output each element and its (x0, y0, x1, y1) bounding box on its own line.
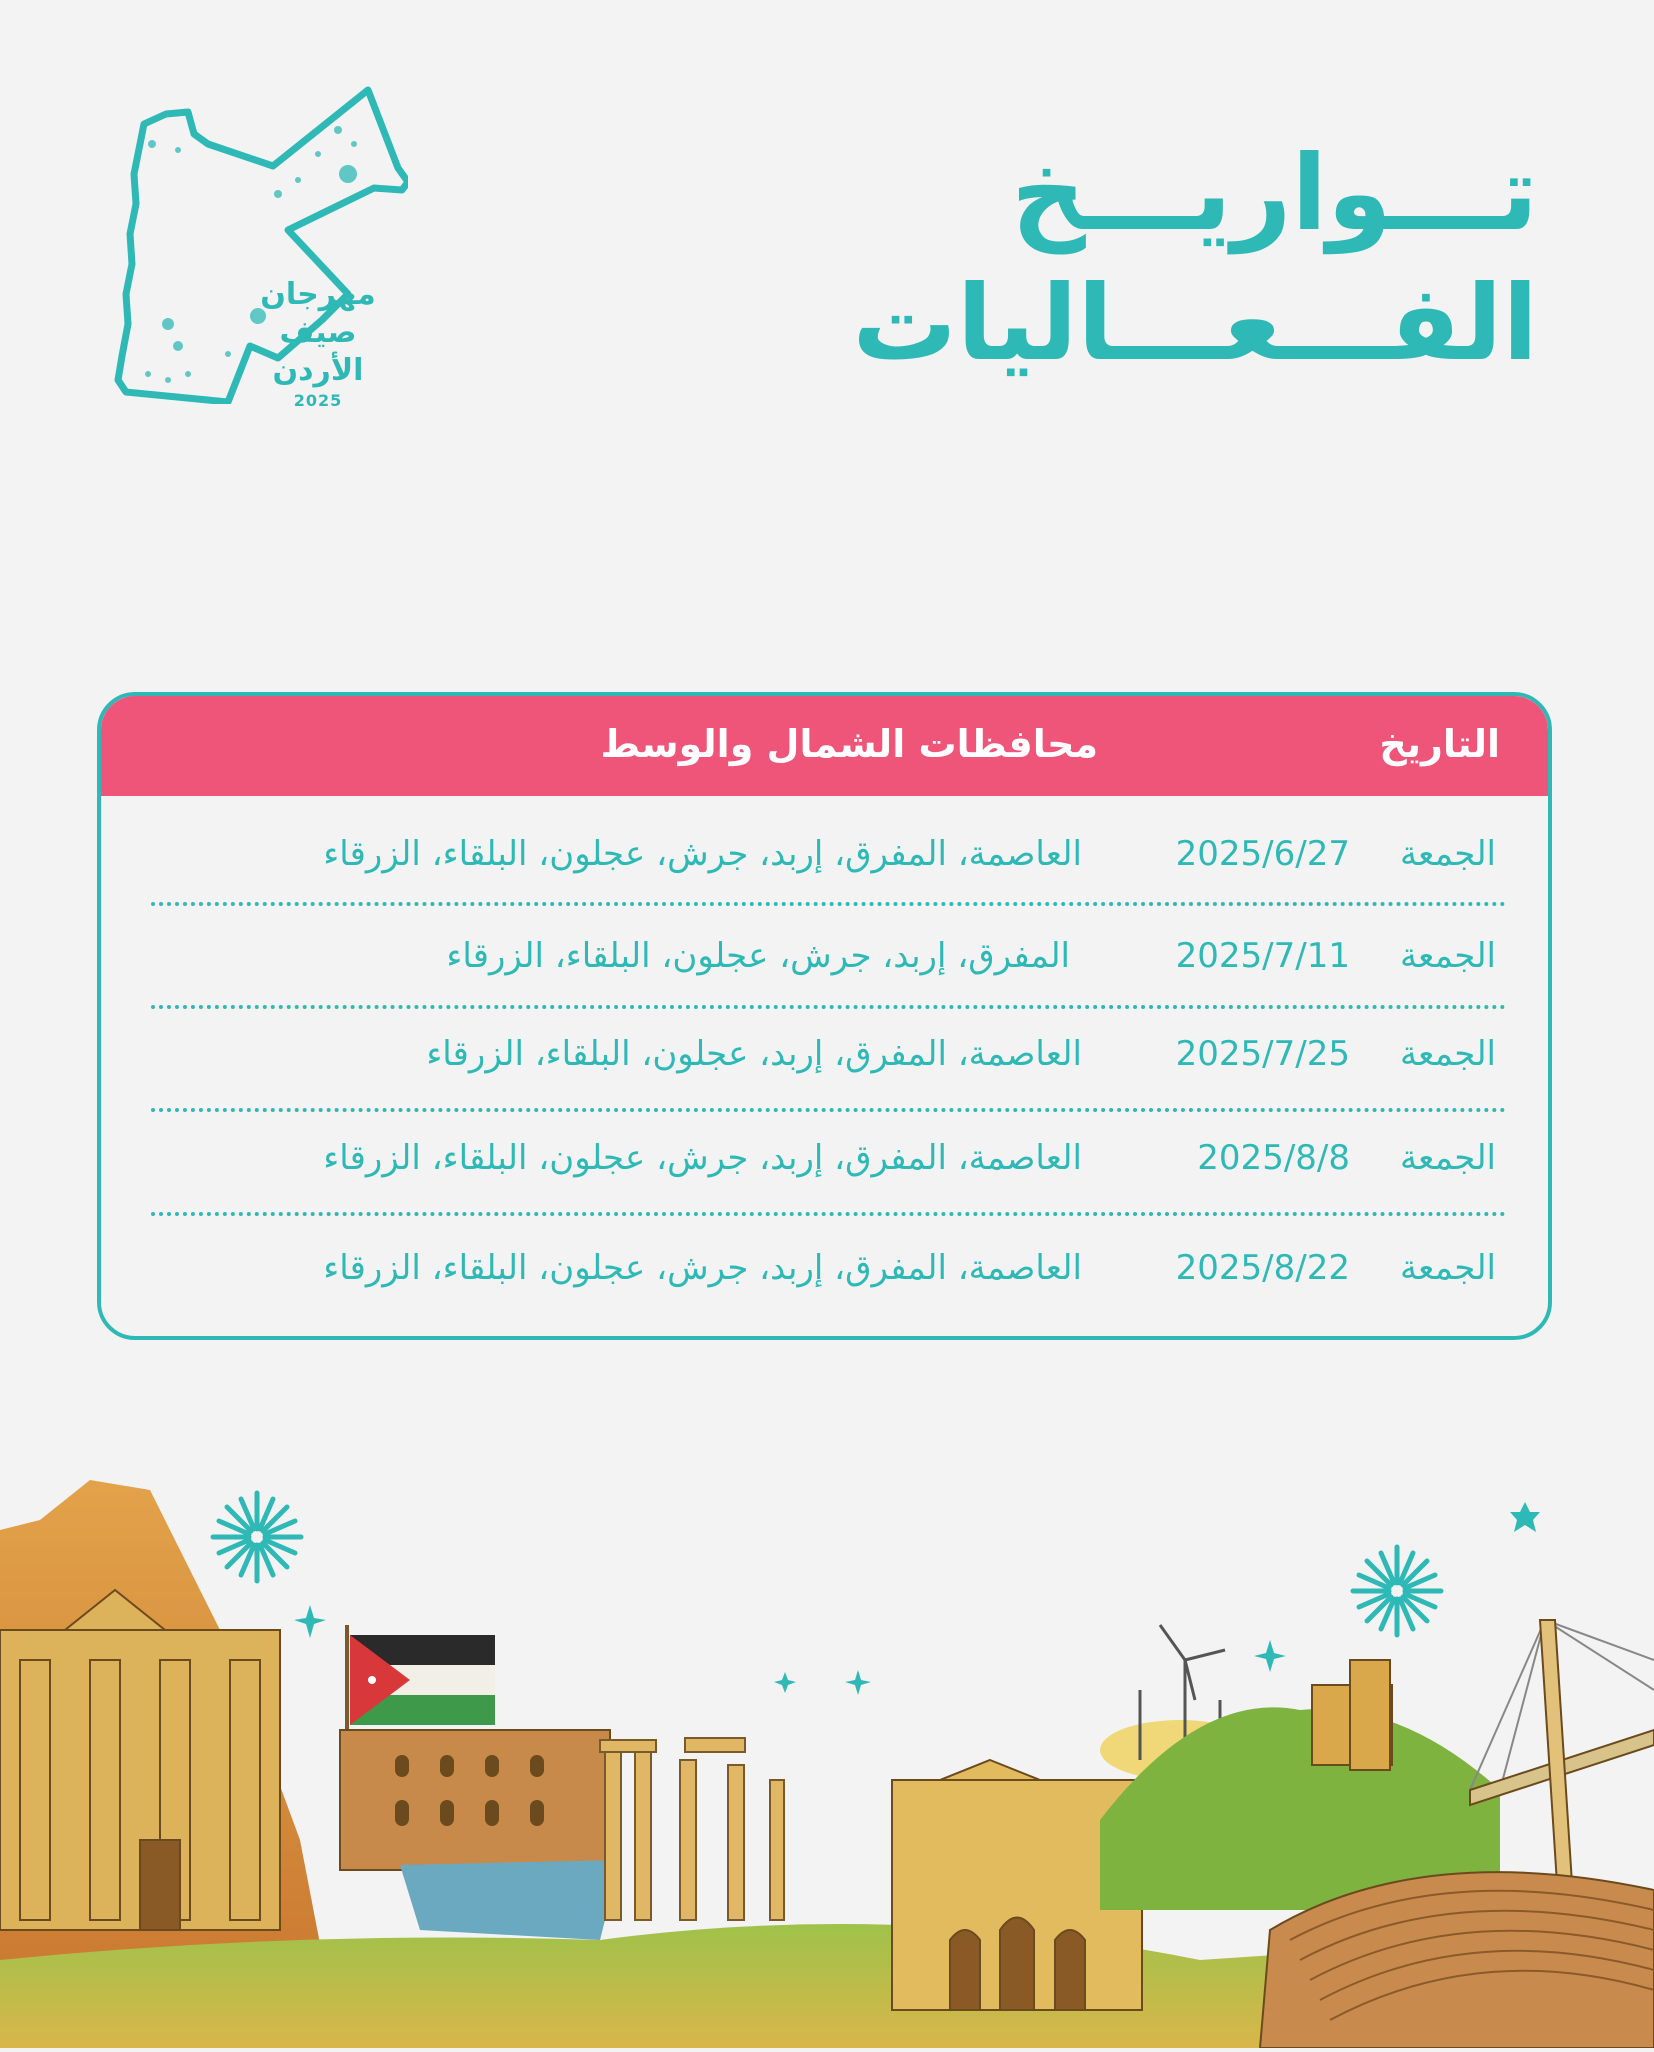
table-row (101, 1218, 1548, 1318)
header-governorates: محافظات الشمال والوسط (600, 722, 1098, 766)
table-row (101, 1004, 1548, 1104)
logo-year: 2025 (293, 391, 343, 410)
row-governorates: العاصمة، المفرق، إربد، جرش، عجلون، البلقاء، الزرقاء (323, 1248, 1082, 1288)
row-governorates: المفرق، إربد، جرش، عجلون، البلقاء، الزرقاء (446, 936, 1070, 976)
row-governorates: العاصمة، المفرق، إربد، جرش، عجلون، البلقاء، الزرقاء (323, 1138, 1082, 1178)
logo-text (258, 276, 378, 412)
row-day: الجمعة (1399, 936, 1496, 976)
row-day: الجمعة (1399, 1248, 1496, 1288)
row-governorates: العاصمة، المفرق، إربد، جرش، عجلون، البلقاء، الزرقاء (323, 834, 1082, 874)
row-date: 2025/7/11 (1175, 936, 1350, 976)
table-header (97, 692, 1552, 796)
title-line-2: الفـــعـــاليات (852, 262, 1538, 384)
table-row (101, 906, 1548, 1006)
jordan-flag-icon (350, 1635, 495, 1725)
firework-icon (213, 1493, 301, 1581)
row-governorates: العاصمة، المفرق، إربد، عجلون، البلقاء، الزرقاء (426, 1034, 1082, 1074)
logo-line-3: الأردن (272, 353, 364, 388)
row-date: 2025/6/27 (1175, 834, 1350, 874)
row-day: الجمعة (1399, 1138, 1496, 1178)
star-icon (1510, 1502, 1540, 1532)
landmarks-illustration (0, 1460, 1654, 2048)
sparkle-icon (294, 1605, 326, 1638)
firework-icon (1353, 1547, 1441, 1635)
row-day: الجمعة (1399, 1034, 1496, 1074)
schedule-table (97, 692, 1552, 1340)
logo-line-1: مهرجان (260, 277, 376, 312)
table-row (101, 804, 1548, 904)
row-date: 2025/8/22 (1175, 1248, 1350, 1288)
row-divider (151, 1212, 1506, 1216)
page-title (778, 128, 1538, 388)
row-date: 2025/8/8 (1197, 1138, 1350, 1178)
row-date: 2025/7/25 (1175, 1034, 1350, 1074)
table-row (101, 1108, 1548, 1208)
header-date: التاريخ (1379, 722, 1500, 766)
row-day: الجمعة (1399, 834, 1496, 874)
title-line-1: تـــواريـــخ (1010, 132, 1538, 254)
sparkle-icon (1254, 1640, 1286, 1672)
sparkle-icon (774, 1672, 796, 1693)
logo-line-2: صيف (279, 315, 357, 350)
festival-logo (108, 84, 408, 410)
sparkle-icon (845, 1670, 871, 1695)
